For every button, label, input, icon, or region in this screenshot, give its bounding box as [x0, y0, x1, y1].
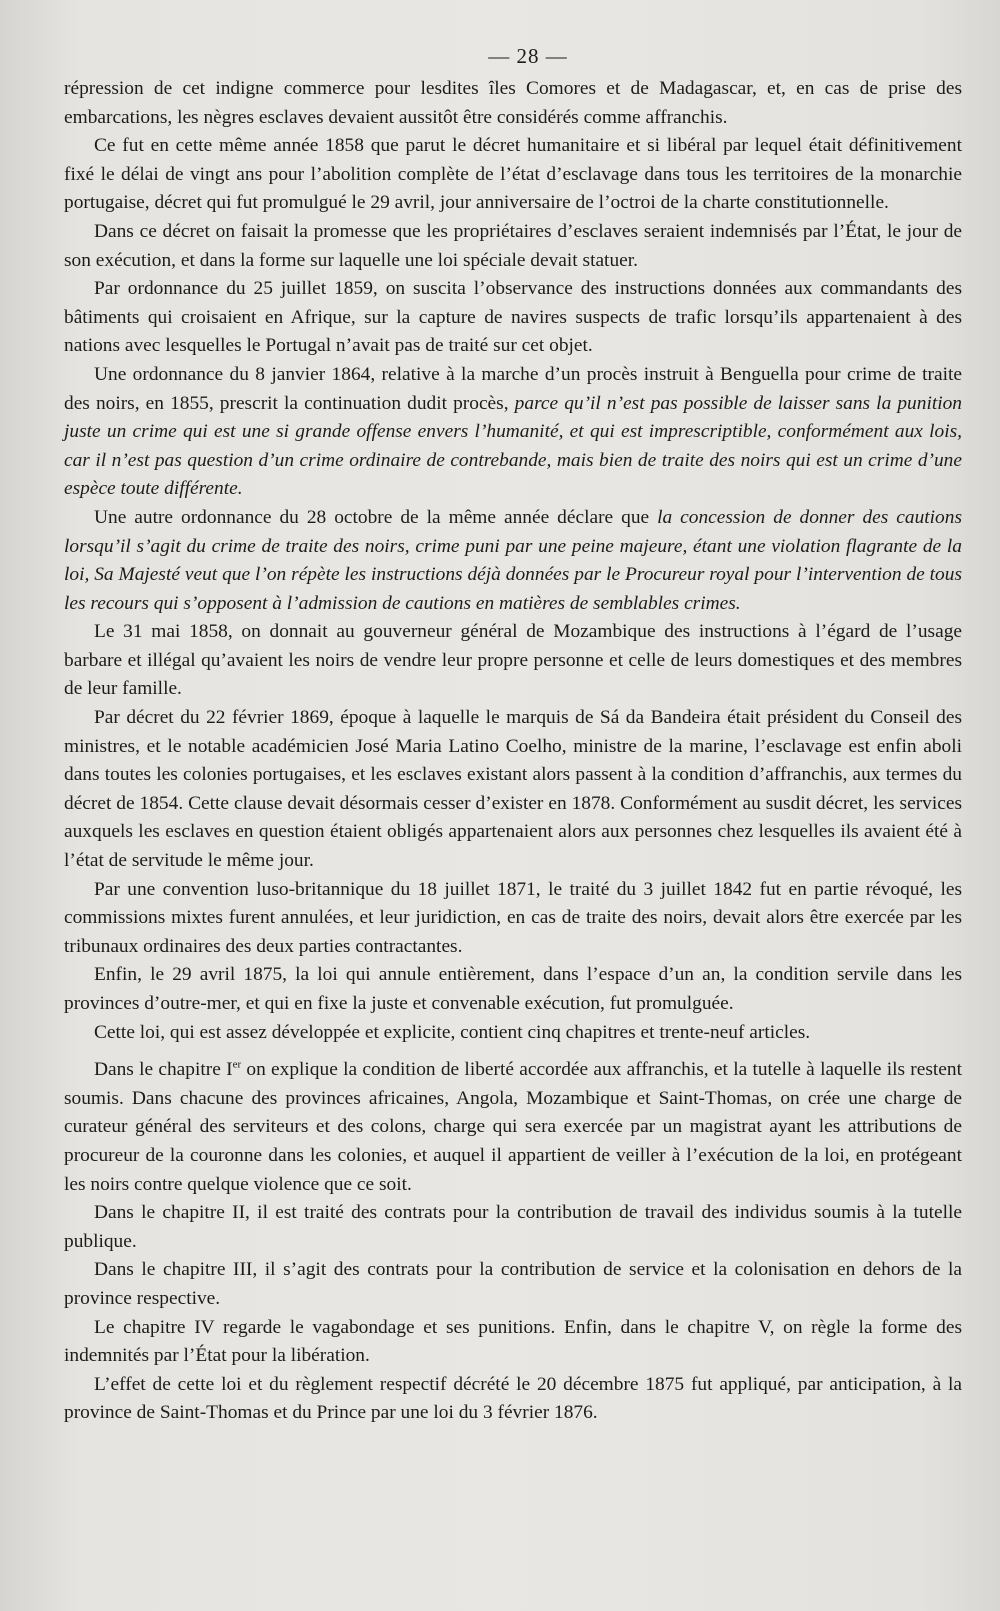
superscript: er	[232, 1058, 242, 1071]
body-text	[64, 75, 962, 1428]
text-run: Par une convention luso-britannique du 18 juillet 1871, le traité du 3 juillet 1842 fut en partie révoqué, les commissions mixtes furent annulées, et leur juridiction, en cas de traite des noirs, devait alors être exercée par les tribunaux ordinaires des deux parties contractantes.	[64, 878, 962, 957]
text-run: Une ordonnance du 8 janvier 1864, relative à la marche d’un procès instruit à Benguella pour crime de traite des noirs, en 1855, prescrit la continuation dudit procès,	[64, 363, 962, 414]
paragraph	[64, 1371, 962, 1428]
paragraph	[64, 1256, 962, 1313]
text-run: Une autre ordonnance du 28 octobre de la même année déclare que	[94, 506, 658, 528]
text-run: Cette loi, qui est assez développée et explicite, contient cinq chapitres et trente-neuf articles.	[94, 1021, 811, 1043]
text-run: Par décret du 22 février 1869, époque à laquelle le marquis de Sá da Bandeira était président du Conseil des ministres, et le notable académicien José Maria Latino Coelho, ministre de la marine, l’esclavage est enfin aboli dans toutes les colonies portugaises, et les esclaves existant alors passent à la condition d’affranchis, aux termes du décret de 1854. Cette clause devait désormais cesser d’exister en 1878. Conformément au susdit décret, les services auxquels les esclaves en question étaient obligés appartenaient alors aux personnes chez lesquelles ils avaient été à l’état de servitude le même jour.	[64, 707, 962, 872]
paragraph	[64, 361, 962, 504]
paragraph	[64, 218, 962, 275]
italic-quote: parce qu’il n’est pas possible de laisser sans la punition juste un crime qui est une si grande offense envers l’humanité, et qui est imprescriptible, conformément aux lois, car il n’est pas question d’un crime ordinaire de contrebande, mais bien de traite des noirs qui est un crime d’une espèce toute différente.	[64, 392, 962, 500]
text-run: Dans le chapitre I	[94, 1059, 233, 1081]
text-run: Enfin, le 29 avril 1875, la loi qui annule entièrement, dans l’espace d’un an, la condition servile dans les provinces d’outre-mer, et qui en fixe la juste et convenable exécution, fut promulguée.	[64, 964, 962, 1014]
paragraph	[64, 504, 962, 618]
paragraph	[64, 876, 962, 962]
text-run: répression de cet indigne commerce pour lesdites îles Comores et de Madagascar, et, en cas de prise des embarcations, les nègres esclaves devaient aussitôt être considérés comme affranchis.	[64, 78, 962, 128]
paragraph	[64, 1056, 962, 1199]
paragraph	[64, 275, 962, 361]
text-run: Dans ce décret on faisait la promesse que les propriétaires d’esclaves seraient indemnisés par l’État, le jour de son exécution, et dans la forme sur laquelle une loi spéciale devait statuer.	[64, 220, 962, 271]
paragraph	[64, 704, 962, 876]
page-number: — 28 —	[488, 44, 568, 68]
text-run: L’effet de cette loi et du règlement respectif décrété le 20 décembre 1875 fut appliqué, par anticipation, à la province de Saint-Thomas et du Prince par une loi du 3 février 1876.	[64, 1373, 962, 1424]
text-run: Par ordonnance du 25 juillet 1859, on suscita l’observance des instructions données aux commandants des bâtiments qui croisaient en Afrique, sur la capture de navires suspects de trafic lorsqu’ils appartenaient à des nations avec lesquelles le Portugal n’avait pas de traité sur cet objet.	[64, 278, 962, 357]
text-run: on explique la condition de liberté accordée aux affranchis, et la tutelle à laquelle ils restent soumis. Dans chacune des provinces africaines, Angola, Mozambique et Saint-Thomas, on crée une charge de curateur général des serviteurs et des colons, charge qui sera exercée par un magistrat ayant les attributions de procureur de la couronne dans les colonies, et auquel il appartient de veiller à l’exécution de la loi, en protégeant les noirs contre quelque violence que ce soit.	[64, 1059, 962, 1195]
paragraph	[64, 75, 962, 132]
text-run: Le 31 mai 1858, on donnait au gouverneur général de Mozambique des instructions à l’égard de l’usage barbare et illégal qu’avaient les noirs de vendre leur propre personne et celle de leurs domestiques et des membres de leur famille.	[64, 621, 962, 700]
text-run: Dans le chapitre III, il s’agit des contrats pour la contribution de service et la colonisation en dehors de la province respective.	[64, 1259, 962, 1309]
text-run: Dans le chapitre II, il est traité des contrats pour la contribution de travail des individus soumis à la tutelle publique.	[64, 1202, 962, 1252]
italic-quote: la concession de donner des cautions lorsqu’il s’agit du crime de traite des noirs, crime puni par une peine majeure, étant une violation flagrante de la loi, Sa Majesté veut que l’on répète les instructions déjà données par le Procureur royal pour l’intervention de tous les recours qui s’opposent à l’admission de cautions en matières de semblables crimes.	[64, 506, 962, 614]
paragraph	[64, 1019, 962, 1048]
paragraph	[64, 1199, 962, 1256]
text-run: Le chapitre IV regarde le vagabondage et ses punitions. Enfin, dans le chapitre V, on règle la forme des indemnités par l’État pour la libération.	[64, 1316, 962, 1367]
paragraph	[64, 1314, 962, 1371]
paragraph	[64, 618, 962, 704]
text-run: Ce fut en cette même année 1858 que parut le décret humanitaire et si libéral par lequel était définitivement fixé le délai de vingt ans pour l’abolition complète de l’état d’esclavage dans tous les territoires de la monarchie portugaise, décret qui fut promulgué le 29 avril, jour anniversaire de l’octroi de la charte constitutionnelle.	[64, 135, 962, 214]
paragraph	[64, 961, 962, 1018]
paragraph	[64, 132, 962, 218]
